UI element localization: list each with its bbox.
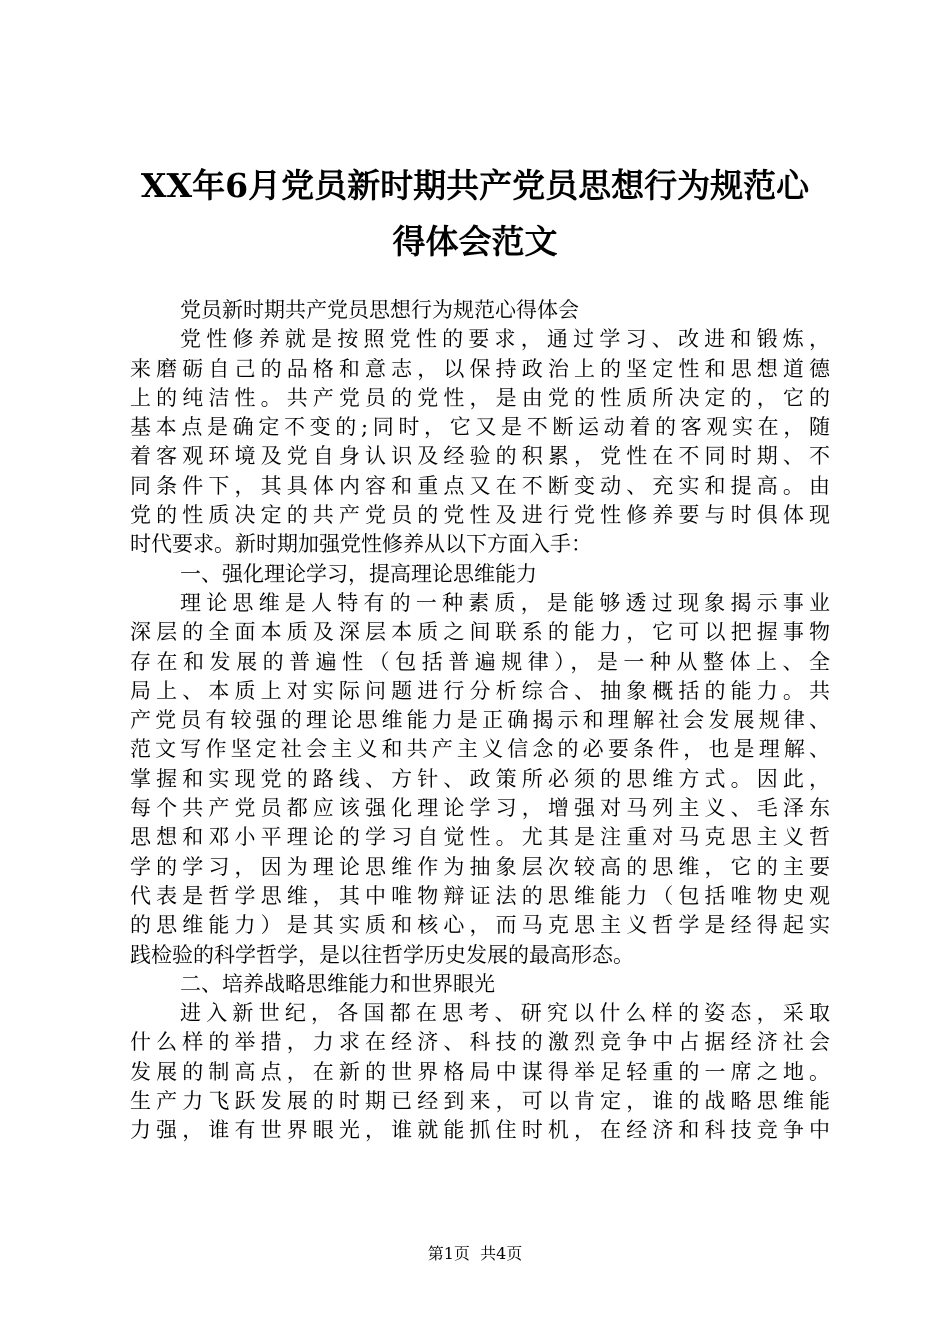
body-line: 什么样的举措，力求在经济、科技的激烈竞争中占据经济社会 <box>130 1030 830 1055</box>
page-number: 第1页 <box>427 1244 470 1263</box>
body-line: 代表是哲学思维，其中唯物辩证法的思维能力（包括唯物史观 <box>130 883 830 908</box>
body-line: 深层的全面本质及深层本质之间联系的能力，它可以把握事物 <box>130 620 830 645</box>
body-line: 同条件下，其具体内容和重点又在不断变动、充实和提高。由 <box>130 473 830 498</box>
body-line: 掌握和实现党的路线、方针、政策所必须的思维方式。因此， <box>130 766 830 791</box>
body-line: 着客观环境及党自身认识及经验的积累，党性在不同时期、不 <box>130 444 830 469</box>
title-line-2: 得体会范文 <box>392 222 558 261</box>
document-title <box>110 158 840 270</box>
body-line: 践检验的科学哲学，是以往哲学历史发展的最高形态。 <box>130 942 634 967</box>
body-line: 存在和发展的普遍性（包括普遍规律），是一种从整体上、全 <box>130 649 830 674</box>
title-line-1: XX年6月党员新时期共产党员思想行为规范心 <box>140 166 810 205</box>
body-line: 上的纯洁性。共产党员的党性，是由党的性质所决定的，它的 <box>130 385 830 410</box>
body-line: 党的性质决定的共产党员的党性及进行党性修养要与时俱体现 <box>130 503 830 528</box>
document-body <box>130 296 830 1146</box>
body-line: 进入新世纪，各国都在思考、研究以什么样的姿态，采取 <box>180 1001 830 1026</box>
body-line: 产党员有较强的理论思维能力是正确揭示和理解社会发展规律、 <box>130 708 830 733</box>
body-line: 思想和邓小平理论的学习自觉性。尤其是注重对马克思主义哲 <box>130 825 830 850</box>
body-line: 一、强化理论学习，提高理论思维能力 <box>180 561 537 586</box>
body-line: 二、培养战略思维能力和世界眼光 <box>180 971 495 996</box>
body-line: 发展的制高点，在新的世界格局中谋得举足轻重的一席之地。 <box>130 1059 830 1084</box>
body-line: 基本点是确定不变的;同时，它又是不断运动着的客观实在，随 <box>130 415 830 440</box>
body-line: 局上、本质上对实际问题进行分析综合、抽象概括的能力。共 <box>130 678 830 703</box>
body-line: 学的学习，因为理论思维作为抽象层次较高的思维，它的主要 <box>130 854 830 879</box>
page-footer <box>0 1243 950 1265</box>
body-line: 范文写作坚定社会主义和共产主义信念的必要条件，也是理解、 <box>130 737 830 762</box>
body-line: 理论思维是人特有的一种素质，是能够透过现象揭示事业 <box>180 590 830 615</box>
body-line: 时代要求。新时期加强党性修养从以下方面入手： <box>130 532 592 557</box>
body-line: 党员新时期共产党员思想行为规范心得体会 <box>180 298 579 322</box>
body-line: 来磨砺自己的品格和意志，以保持政治上的坚定性和思想道德 <box>130 356 830 381</box>
body-line: 每个共产党员都应该强化理论学习，增强对马列主义、毛泽东 <box>130 796 830 821</box>
page-total: 共4页 <box>480 1244 523 1263</box>
body-line: 的思维能力）是其实质和核心，而马克思主义哲学是经得起实 <box>130 913 830 938</box>
body-line: 生产力飞跃发展的时期已经到来，可以肯定，谁的战略思维能 <box>130 1089 830 1114</box>
body-line: 力强，谁有世界眼光，谁就能抓住时机，在经济和科技竞争中 <box>130 1118 830 1143</box>
body-line: 党性修养就是按照党性的要求，通过学习、改进和锻炼， <box>180 327 830 352</box>
